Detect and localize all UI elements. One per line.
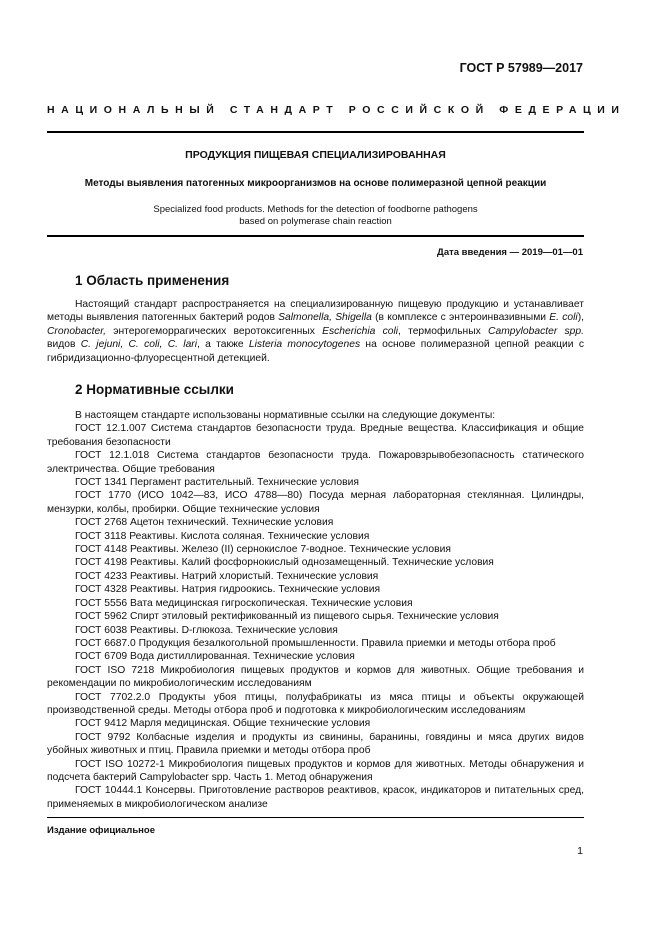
official-edition-label: Издание официальное: [47, 825, 155, 836]
reference-item: ГОСТ 5556 Вата медицинская гигроскопическая. Технические условия: [75, 597, 413, 609]
reference-item: ГОСТ 1770 (ИСО 1042—83, ИСО 4788—80) Посуда мерная лабораторная стеклянная. Цилиндры, мензурки, колбы, пробирки. Общие технические условия: [47, 490, 584, 515]
text-run: , а также: [197, 339, 249, 351]
section-heading-scope: 1 Область применения: [75, 273, 230, 288]
document-code: ГОСТ Р 57989—2017: [459, 61, 583, 75]
page-number: 1: [577, 845, 583, 857]
reference-item: ГОСТ 9412 Марля медицинская. Общие технические условия: [75, 718, 371, 730]
references-intro: В настоящем стандарте использованы нормативные ссылки на следующие документы:: [75, 410, 496, 421]
reference-item: ГОСТ 5962 Спирт этиловый ректификованный из пищевого сырья. Технические условия: [75, 611, 499, 623]
reference-item: ГОСТ 12.1.018 Система стандартов безопасности труда. Пожаровзрывобезопасность статического электричества. Общие требования: [47, 450, 584, 475]
text-run: Listeria monocytogenes: [248, 339, 361, 351]
text-run: энтерогеморрагических веротоксигенных: [105, 325, 323, 337]
scope-paragraph: [47, 298, 584, 365]
reference-item: ГОСТ 2768 Ацетон технический. Технические условия: [75, 517, 334, 529]
reference-item: ГОСТ 4198 Реактивы. Калий фосфорнокислый однозамещенный. Технические условия: [75, 557, 494, 569]
text-run: Escherichia coli: [322, 325, 399, 337]
text-run: Campylobacter spp.: [488, 325, 584, 337]
reference-item: ГОСТ 6687.0 Продукция безалкогольной промышленности. Правила приемки и методы отбора проб: [75, 637, 556, 649]
reference-item: ГОСТ 6038 Реактивы. D-глюкоза. Технические условия: [75, 624, 338, 636]
reference-item: ГОСТ 1341 Пергамент растительный. Технические условия: [75, 477, 359, 489]
reference-item: ГОСТ 9792 Колбасные изделия и продукты из свинины, баранины, говядины и мяса других видов убойных животных и птиц. Правила приемки и методы отбора проб: [47, 731, 584, 757]
national-standard-banner: НАЦИОНАЛЬНЫЙ СТАНДАРТ РОССИЙСКОЙ ФЕДЕРАЦИИ: [47, 104, 626, 116]
text-run: ),: [577, 312, 584, 324]
reference-item: ГОСТ 3118 Реактивы. Кислота соляная. Технические условия: [75, 530, 370, 542]
divider: [47, 235, 584, 237]
reference-item: ГОСТ 6709 Вода дистиллированная. Технические условия: [75, 651, 355, 663]
reference-item: ГОСТ ISO 7218 Микробиология пищевых продуктов и кормов для животных. Общие требования и рекомендации по микробиологическим исследованиям: [47, 664, 584, 690]
reference-item: ГОСТ 10444.1 Консервы. Приготовление растворов реактивов, красок, индикаторов и питательных сред, применяемых в микробиологическом анализе: [47, 785, 584, 810]
reference-item: ГОСТ ISO 10272-1 Микробиология пищевых продуктов и кормов для животных. Методы обнаружения и подсчета бактерий Campylobacter spp. Часть 1. Метод обнаружения: [47, 758, 584, 783]
text-run: E. coli: [549, 312, 578, 324]
reference-item: ГОСТ 4148 Реактивы. Железо (II) сернокислое 7-водное. Технические условия: [75, 544, 451, 556]
title-main: ПРОДУКЦИЯ ПИЩЕВАЯ СПЕЦИАЛИЗИРОВАННАЯ: [185, 149, 446, 161]
text-run: , термофильных: [398, 325, 489, 337]
normative-references-list: [47, 409, 584, 811]
reference-item: ГОСТ 4233 Реактивы. Натрий хлористый. Технические условия: [75, 570, 379, 582]
text-run: Настоящий стандарт распространяется на специализированную пищевую продукцию и устанавливает методы выявления патогенных бактерий родов: [47, 299, 584, 324]
title-sub: Методы выявления патогенных микроорганизмов на основе полимеразной цепной реакции: [84, 178, 547, 189]
text-run: Cronobacter,: [47, 325, 106, 337]
text-run: видов: [47, 339, 81, 351]
reference-item: ГОСТ 7702.2.0 Продукты убоя птицы, полуфабрикаты из мяса птицы и объекты окружающей производственной среды. Методы отбора проб и подготовка к микробиологическим исследованиям: [47, 691, 584, 716]
text-run: (в комплексе с энтероинвазивными: [371, 312, 550, 324]
reference-item: ГОСТ 12.1.007 Система стандартов безопасности труда. Вредные вещества. Классификация и общие требования безопасности: [47, 423, 584, 448]
introduction-date: Дата введения — 2019—01—01: [437, 247, 583, 258]
footer-divider: [47, 817, 584, 818]
text-run: C. jejuni, C. coli, C. lari: [80, 339, 198, 351]
text-run: на основе полимеразной цепной реакции с гибридизационно-флуоресцентной детекцией.: [47, 339, 584, 364]
section-heading-normative-references: 2 Нормативные ссылки: [75, 382, 234, 397]
title-english-line-1: Specialized food products. Methods for the detection of foodborne pathogens: [153, 204, 478, 215]
title-english-line-2: based on polymerase chain reaction: [239, 216, 392, 227]
text-run: Salmonella, Shigella: [278, 312, 372, 324]
reference-item: ГОСТ 4328 Реактивы. Натрия гидроокись. Технические условия: [75, 584, 381, 596]
divider: [47, 131, 584, 133]
section-scope-body: [47, 298, 584, 365]
